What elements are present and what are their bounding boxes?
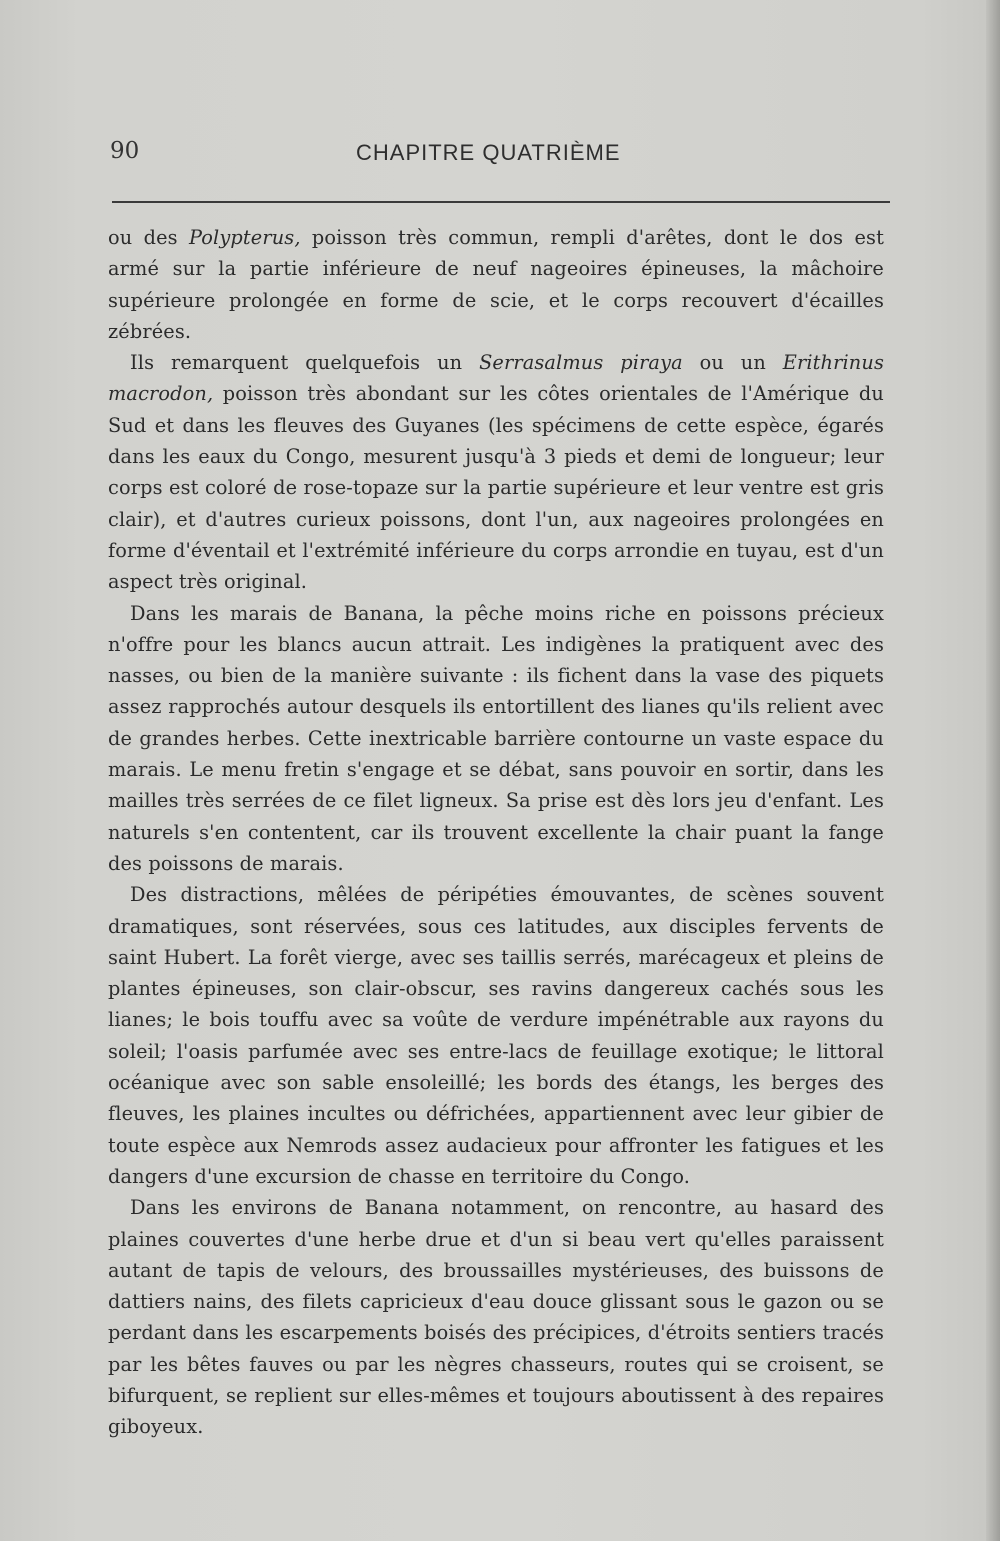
paragraph [108, 1192, 884, 1442]
paragraph [108, 879, 884, 1192]
running-title: CHAPITRE QUATRIÈME [356, 140, 621, 165]
text-run: Dans les environs de Banana notamment, on rencontre, au hasard des plaines couvertes d'une herbe drue et d'un si beau vert qu'elles paraissent autant de tapis de velours, des broussailles mystérieuses, des buissons de dattiers nains, des filets capricieux d'eau douce glissant sous le gazon ou se perdant dans les escarpements boisés des précipices, d'étroits sentiers tracés par les bêtes fauves ou par les nègres chasseurs, routes qui se croisent, se bifurquent, se replient sur elles-mêmes et toujours aboutissent à des repaires giboyeux. [108, 1196, 884, 1439]
italic-term: Polypterus, [188, 226, 301, 249]
italic-term: Erithrinus macrodon, [108, 351, 884, 406]
text-run: ou des [108, 226, 189, 249]
page-header [110, 138, 890, 174]
paragraph [108, 598, 884, 880]
text-run: poisson très commun, rempli d'arêtes, dont le dos est armé sur la partie inférieure de neuf nageoires épineuses, la mâchoire supérieure prolongée en forme de scie, et le corps recouvert d'écailles zébrées. [108, 226, 884, 343]
italic-term: Serrasalmus piraya [479, 351, 683, 375]
header-rule [112, 201, 890, 203]
text-run: poisson très abondant sur les côtes orientales de l'Amérique du Sud et dans les fleuves des Guyanes (les spécimens de cette espèce, égarés dans les eaux du Congo, mesurent jusqu'à 3 pieds et demi de longueur; leur corps est coloré de rose-topaze sur la partie supérieure et leur ventre est gris clair), et d'autres curieux poissons, dont l'un, aux nageoires prolongées en forme d'éventail et l'extrémité inférieure du corps arrondie en tuyau, est d'un aspect très original. [108, 382, 884, 594]
page-number: 90 [110, 138, 140, 164]
text-run: Dans les marais de Banana, la pêche moins riche en poissons précieux n'offre pour les blancs aucun attrait. Les indigènes la pratiquent avec des nasses, ou bien de la manière suivante : ils fichent dans la vase des piquets assez rapprochés autour desquels ils entortillent des lianes qu'ils relient avec de grandes herbes. Cette inextricable barrière contourne un vaste espace du marais. Le menu fretin s'engage et se débat, sans pouvoir en sortir, dans les mailles très serrées de ce filet ligneux. Sa prise est dès lors jeu d'enfant. Les naturels s'en contentent, car ils trouvent excellente la chair puant la fange des poissons de marais. [108, 601, 884, 875]
paragraph [108, 347, 884, 597]
text-run: Ils remarquent quelquefois un [130, 351, 480, 375]
text-run: Des distractions, mêlées de péripéties émouvantes, de scènes souvent dramatiques, sont réservées, sous ces latitudes, aux disciples fervents de saint Hubert. La forêt vierge, avec ses taillis serrés, marécageux et pleins de plantes épineuses, son clair-obscur, ses ravins dangereux cachés sous les lianes; le bois touffu avec sa voûte de verdure impénétrable aux rayons du soleil; l'oasis parfumée avec ses entre-lacs de feuillage exotique; le littoral océanique avec son sable ensoleillé; les bords des étangs, les berges des fleuves, les plaines incultes ou défrichées, appartiennent avec leur gibier de toute espèce aux Nemrods assez audacieux pour affronter les fatigues et les dangers d'une excursion de chasse en territoire du Congo. [108, 883, 884, 1188]
paragraph [108, 222, 884, 347]
page-edge-shadow [986, 0, 1000, 1541]
text-run: ou un [682, 351, 783, 375]
body-text [108, 222, 884, 1443]
